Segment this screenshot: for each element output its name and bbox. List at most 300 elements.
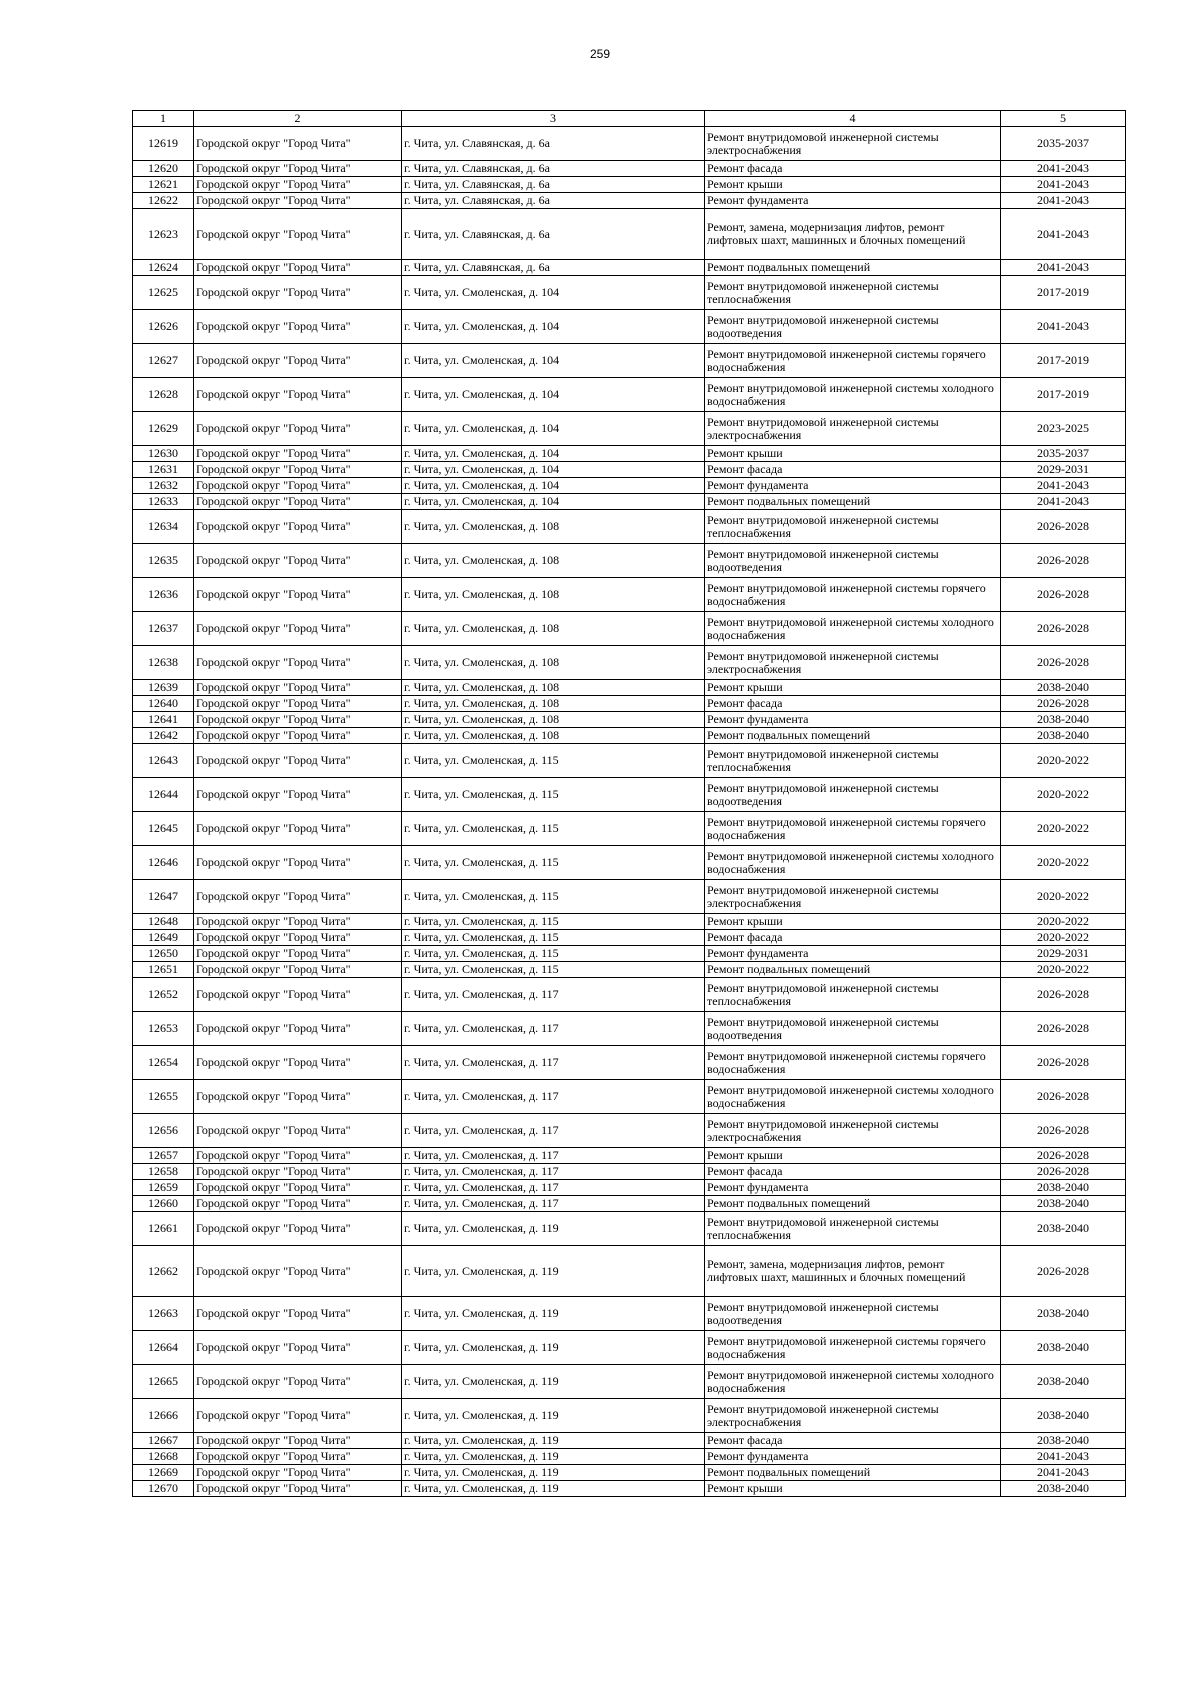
municipality-cell: Городской округ "Город Чита" [194,1246,402,1297]
work-type-cell: Ремонт внутридомовой инженерной системы теплоснабжения [705,1212,1001,1246]
address-cell: г. Чита, ул. Смоленская, д. 115 [402,846,705,880]
municipality-cell: Городской округ "Город Чита" [194,696,402,712]
municipality-cell: Городской округ "Город Чита" [194,478,402,494]
address-cell: г. Чита, ул. Смоленская, д. 117 [402,1080,705,1114]
period-cell: 2041-2043 [1001,478,1126,494]
period-cell: 2020-2022 [1001,846,1126,880]
municipality-cell: Городской округ "Город Чита" [194,880,402,914]
period-cell: 2020-2022 [1001,744,1126,778]
municipality-cell: Городской округ "Город Чита" [194,1114,402,1148]
row-number: 12665 [133,1365,194,1399]
row-number: 12626 [133,310,194,344]
row-number: 12662 [133,1246,194,1297]
table-row [133,544,1126,578]
period-cell: 2041-2043 [1001,177,1126,193]
work-type-cell: Ремонт внутридомовой инженерной системы теплоснабжения [705,978,1001,1012]
row-number: 12659 [133,1180,194,1196]
table-row [133,646,1126,680]
table-row [133,946,1126,962]
table-row [133,744,1126,778]
municipality-cell: Городской округ "Город Чита" [194,1465,402,1481]
municipality-cell: Городской округ "Город Чита" [194,914,402,930]
row-number: 12648 [133,914,194,930]
row-number: 12633 [133,494,194,510]
row-number: 12663 [133,1297,194,1331]
period-cell: 2041-2043 [1001,193,1126,209]
table-row [133,712,1126,728]
period-cell: 2038-2040 [1001,1196,1126,1212]
row-number: 12661 [133,1212,194,1246]
address-cell: г. Чита, ул. Смоленская, д. 117 [402,978,705,1012]
address-cell: г. Чита, ул. Смоленская, д. 119 [402,1365,705,1399]
table-row [133,1331,1126,1365]
period-cell: 2026-2028 [1001,510,1126,544]
table-row [133,177,1126,193]
row-number: 12642 [133,728,194,744]
work-type-cell: Ремонт внутридомовой инженерной системы холодного водоснабжения [705,612,1001,646]
table-row [133,812,1126,846]
table-row [133,1012,1126,1046]
period-cell: 2038-2040 [1001,1297,1126,1331]
table-row [133,696,1126,712]
table-row [133,846,1126,880]
period-cell: 2026-2028 [1001,1246,1126,1297]
address-cell: г. Чита, ул. Смоленская, д. 115 [402,914,705,930]
table-row [133,680,1126,696]
municipality-cell: Городской округ "Город Чита" [194,578,402,612]
address-cell: г. Чита, ул. Смоленская, д. 117 [402,1012,705,1046]
work-type-cell: Ремонт внутридомовой инженерной системы теплоснабжения [705,276,1001,310]
table-row [133,1046,1126,1080]
table-row [133,1297,1126,1331]
municipality-cell: Городской округ "Город Чита" [194,962,402,978]
address-cell: г. Чита, ул. Смоленская, д. 104 [402,494,705,510]
work-type-cell: Ремонт фундамента [705,1449,1001,1465]
period-cell: 2029-2031 [1001,946,1126,962]
table-row [133,1164,1126,1180]
row-number: 12658 [133,1164,194,1180]
address-cell: г. Чита, ул. Смоленская, д. 117 [402,1164,705,1180]
municipality-cell: Городской округ "Город Чита" [194,1164,402,1180]
period-cell: 2026-2028 [1001,646,1126,680]
municipality-cell: Городской округ "Город Чита" [194,1180,402,1196]
address-cell: г. Чита, ул. Смоленская, д. 115 [402,946,705,962]
work-type-cell: Ремонт фундамента [705,193,1001,209]
municipality-cell: Городской округ "Город Чита" [194,1012,402,1046]
address-cell: г. Чита, ул. Смоленская, д. 104 [402,478,705,494]
table-row [133,161,1126,177]
work-type-cell: Ремонт внутридомовой инженерной системы электроснабжения [705,1114,1001,1148]
address-cell: г. Чита, ул. Смоленская, д. 104 [402,462,705,478]
row-number: 12628 [133,378,194,412]
table-row [133,728,1126,744]
work-type-cell: Ремонт фасада [705,930,1001,946]
address-cell: г. Чита, ул. Смоленская, д. 104 [402,310,705,344]
municipality-cell: Городской округ "Город Чита" [194,378,402,412]
table-row [133,778,1126,812]
work-type-cell: Ремонт внутридомовой инженерной системы горячего водоснабжения [705,578,1001,612]
work-type-cell: Ремонт фасада [705,1164,1001,1180]
period-cell: 2041-2043 [1001,1449,1126,1465]
address-cell: г. Чита, ул. Славянская, д. 6а [402,127,705,161]
period-cell: 2020-2022 [1001,778,1126,812]
table-row [133,914,1126,930]
row-number: 12638 [133,646,194,680]
work-type-cell: Ремонт внутридомовой инженерной системы электроснабжения [705,412,1001,446]
period-cell: 2041-2043 [1001,260,1126,276]
table-row [133,962,1126,978]
row-number: 12639 [133,680,194,696]
row-number: 12620 [133,161,194,177]
work-type-cell: Ремонт внутридомовой инженерной системы теплоснабжения [705,510,1001,544]
municipality-cell: Городской округ "Город Чита" [194,1212,402,1246]
municipality-cell: Городской округ "Город Чита" [194,209,402,260]
municipality-cell: Городской округ "Город Чита" [194,1449,402,1465]
row-number: 12631 [133,462,194,478]
table-row [133,1365,1126,1399]
row-number: 12669 [133,1465,194,1481]
period-cell: 2038-2040 [1001,1365,1126,1399]
row-number: 12646 [133,846,194,880]
work-type-cell: Ремонт внутридомовой инженерной системы электроснабжения [705,127,1001,161]
period-cell: 2026-2028 [1001,544,1126,578]
work-type-cell: Ремонт внутридомовой инженерной системы водоотведения [705,544,1001,578]
work-type-cell: Ремонт подвальных помещений [705,728,1001,744]
address-cell: г. Чита, ул. Смоленская, д. 117 [402,1046,705,1080]
table-row [133,478,1126,494]
work-type-cell: Ремонт крыши [705,914,1001,930]
row-number: 12636 [133,578,194,612]
period-cell: 2035-2037 [1001,446,1126,462]
municipality-cell: Городской округ "Город Чита" [194,1365,402,1399]
address-cell: г. Чита, ул. Смоленская, д. 108 [402,510,705,544]
address-cell: г. Чита, ул. Славянская, д. 6а [402,161,705,177]
work-type-cell: Ремонт внутридомовой инженерной системы холодного водоснабжения [705,1080,1001,1114]
row-number: 12634 [133,510,194,544]
table-row [133,1399,1126,1433]
municipality-cell: Городской округ "Город Чита" [194,344,402,378]
address-cell: г. Чита, ул. Смоленская, д. 119 [402,1297,705,1331]
work-type-cell: Ремонт фундамента [705,712,1001,728]
address-cell: г. Чита, ул. Смоленская, д. 119 [402,1331,705,1365]
row-number: 12651 [133,962,194,978]
address-cell: г. Чита, ул. Смоленская, д. 119 [402,1481,705,1497]
row-number: 12656 [133,1114,194,1148]
municipality-cell: Городской округ "Город Чита" [194,1196,402,1212]
address-cell: г. Чита, ул. Смоленская, д. 108 [402,696,705,712]
address-cell: г. Чита, ул. Славянская, д. 6а [402,260,705,276]
municipality-cell: Городской округ "Город Чита" [194,161,402,177]
municipality-cell: Городской округ "Город Чита" [194,310,402,344]
municipality-cell: Городской округ "Город Чита" [194,812,402,846]
municipality-cell: Городской округ "Город Чита" [194,1148,402,1164]
address-cell: г. Чита, ул. Смоленская, д. 117 [402,1114,705,1148]
work-type-cell: Ремонт фундамента [705,478,1001,494]
work-type-cell: Ремонт внутридомовой инженерной системы электроснабжения [705,1399,1001,1433]
period-cell: 2041-2043 [1001,209,1126,260]
row-number: 12621 [133,177,194,193]
row-number: 12664 [133,1331,194,1365]
work-type-cell: Ремонт фасада [705,161,1001,177]
address-cell: г. Чита, ул. Смоленская, д. 115 [402,744,705,778]
municipality-cell: Городской округ "Город Чита" [194,544,402,578]
period-cell: 2023-2025 [1001,412,1126,446]
work-type-cell: Ремонт фасада [705,462,1001,478]
address-cell: г. Чита, ул. Славянская, д. 6а [402,193,705,209]
address-cell: г. Чита, ул. Смоленская, д. 104 [402,344,705,378]
address-cell: г. Чита, ул. Смоленская, д. 115 [402,962,705,978]
table-row [133,310,1126,344]
row-number: 12635 [133,544,194,578]
page-number: 259 [589,47,611,61]
municipality-cell: Городской округ "Город Чита" [194,646,402,680]
table-body [133,127,1126,1497]
row-number: 12637 [133,612,194,646]
period-cell: 2026-2028 [1001,612,1126,646]
address-cell: г. Чита, ул. Смоленская, д. 119 [402,1399,705,1433]
row-number: 12641 [133,712,194,728]
municipality-cell: Городской округ "Город Чита" [194,778,402,812]
table-row [133,1449,1126,1465]
work-type-cell: Ремонт крыши [705,680,1001,696]
row-number: 12629 [133,412,194,446]
municipality-cell: Городской округ "Город Чита" [194,510,402,544]
municipality-cell: Городской округ "Город Чита" [194,177,402,193]
row-number: 12632 [133,478,194,494]
table-row [133,880,1126,914]
row-number: 12667 [133,1433,194,1449]
municipality-cell: Городской округ "Город Чита" [194,193,402,209]
work-type-cell: Ремонт внутридомовой инженерной системы горячего водоснабжения [705,344,1001,378]
row-number: 12625 [133,276,194,310]
period-cell: 2038-2040 [1001,1433,1126,1449]
period-cell: 2029-2031 [1001,462,1126,478]
municipality-cell: Городской округ "Город Чита" [194,712,402,728]
period-cell: 2038-2040 [1001,1331,1126,1365]
table-row [133,378,1126,412]
table-row [133,276,1126,310]
address-cell: г. Чита, ул. Смоленская, д. 108 [402,578,705,612]
address-cell: г. Чита, ул. Смоленская, д. 117 [402,1148,705,1164]
municipality-cell: Городской округ "Город Чита" [194,1433,402,1449]
work-type-cell: Ремонт крыши [705,177,1001,193]
table-row [133,978,1126,1012]
period-cell: 2035-2037 [1001,127,1126,161]
row-number: 12630 [133,446,194,462]
municipality-cell: Городской округ "Город Чита" [194,680,402,696]
row-number: 12657 [133,1148,194,1164]
row-number: 12666 [133,1399,194,1433]
work-type-cell: Ремонт внутридомовой инженерной системы холодного водоснабжения [705,378,1001,412]
work-type-cell: Ремонт внутридомовой инженерной системы холодного водоснабжения [705,846,1001,880]
period-cell: 2017-2019 [1001,378,1126,412]
municipality-cell: Городской округ "Город Чита" [194,846,402,880]
table-header [133,111,1126,127]
address-cell: г. Чита, ул. Смоленская, д. 108 [402,646,705,680]
period-cell: 2026-2028 [1001,1080,1126,1114]
work-type-cell: Ремонт, замена, модернизация лифтов, ремонт лифтовых шахт, машинных и блочных помещений [705,1246,1001,1297]
table-row [133,1148,1126,1164]
address-cell: г. Чита, ул. Смоленская, д. 104 [402,276,705,310]
municipality-cell: Городской округ "Город Чита" [194,276,402,310]
municipality-cell: Городской округ "Город Чита" [194,978,402,1012]
row-number: 12645 [133,812,194,846]
period-cell: 2026-2028 [1001,1164,1126,1180]
work-type-cell: Ремонт внутридомовой инженерной системы горячего водоснабжения [705,812,1001,846]
table-row [133,930,1126,946]
address-cell: г. Чита, ул. Смоленская, д. 115 [402,778,705,812]
period-cell: 2017-2019 [1001,344,1126,378]
municipality-cell: Городской округ "Город Чита" [194,946,402,962]
municipality-cell: Городской округ "Город Чита" [194,494,402,510]
work-type-cell: Ремонт фундамента [705,1180,1001,1196]
address-cell: г. Чита, ул. Славянская, д. 6а [402,209,705,260]
column-header-2: 2 [194,111,402,127]
row-number: 12647 [133,880,194,914]
address-cell: г. Чита, ул. Смоленская, д. 115 [402,812,705,846]
address-cell: г. Чита, ул. Смоленская, д. 115 [402,880,705,914]
period-cell: 2026-2028 [1001,1148,1126,1164]
table-row [133,209,1126,260]
period-cell: 2041-2043 [1001,310,1126,344]
work-type-cell: Ремонт подвальных помещений [705,260,1001,276]
row-number: 12670 [133,1481,194,1497]
work-type-cell: Ремонт фасада [705,1433,1001,1449]
work-type-cell: Ремонт внутридомовой инженерной системы водоотведения [705,1297,1001,1331]
period-cell: 2041-2043 [1001,1465,1126,1481]
address-cell: г. Чита, ул. Смоленская, д. 117 [402,1180,705,1196]
row-number: 12623 [133,209,194,260]
municipality-cell: Городской округ "Город Чита" [194,462,402,478]
address-cell: г. Чита, ул. Смоленская, д. 108 [402,544,705,578]
address-cell: г. Чита, ул. Смоленская, д. 104 [402,412,705,446]
address-cell: г. Чита, ул. Смоленская, д. 115 [402,930,705,946]
municipality-cell: Городской округ "Город Чита" [194,446,402,462]
table-row [133,193,1126,209]
work-type-cell: Ремонт фасада [705,696,1001,712]
municipality-cell: Городской округ "Город Чита" [194,1297,402,1331]
table-row [133,1114,1126,1148]
period-cell: 2038-2040 [1001,712,1126,728]
work-type-cell: Ремонт внутридомовой инженерной системы электроснабжения [705,880,1001,914]
address-cell: г. Чита, ул. Смоленская, д. 119 [402,1246,705,1297]
address-cell: г. Чита, ул. Смоленская, д. 108 [402,728,705,744]
period-cell: 2038-2040 [1001,1481,1126,1497]
period-cell: 2026-2028 [1001,1114,1126,1148]
address-cell: г. Чита, ул. Смоленская, д. 104 [402,446,705,462]
municipality-cell: Городской округ "Город Чита" [194,412,402,446]
period-cell: 2026-2028 [1001,1012,1126,1046]
row-number: 12644 [133,778,194,812]
period-cell: 2038-2040 [1001,1399,1126,1433]
municipality-cell: Городской округ "Город Чита" [194,260,402,276]
municipality-cell: Городской округ "Город Чита" [194,744,402,778]
row-number: 12624 [133,260,194,276]
repair-schedule-table [132,110,1126,1497]
period-cell: 2020-2022 [1001,880,1126,914]
column-header-5: 5 [1001,111,1126,127]
address-cell: г. Чита, ул. Смоленская, д. 108 [402,712,705,728]
address-cell: г. Чита, ул. Смоленская, д. 119 [402,1212,705,1246]
row-number: 12660 [133,1196,194,1212]
row-number: 12640 [133,696,194,712]
period-cell: 2026-2028 [1001,578,1126,612]
row-number: 12668 [133,1449,194,1465]
address-cell: г. Чита, ул. Смоленская, д. 108 [402,680,705,696]
table-row [133,1080,1126,1114]
work-type-cell: Ремонт фундамента [705,946,1001,962]
work-type-cell: Ремонт внутридомовой инженерной системы горячего водоснабжения [705,1046,1001,1080]
work-type-cell: Ремонт, замена, модернизация лифтов, ремонт лифтовых шахт, машинных и блочных помещений [705,209,1001,260]
municipality-cell: Городской округ "Город Чита" [194,127,402,161]
table-row [133,260,1126,276]
table-row [133,510,1126,544]
address-cell: г. Чита, ул. Смоленская, д. 108 [402,612,705,646]
table-row [133,1180,1126,1196]
work-type-cell: Ремонт внутридомовой инженерной системы теплоснабжения [705,744,1001,778]
work-type-cell: Ремонт подвальных помещений [705,1465,1001,1481]
period-cell: 2026-2028 [1001,978,1126,1012]
table-row [133,578,1126,612]
table-row [133,127,1126,161]
row-number: 12650 [133,946,194,962]
table-row [133,344,1126,378]
period-cell: 2041-2043 [1001,161,1126,177]
row-number: 12643 [133,744,194,778]
table-row [133,446,1126,462]
period-cell: 2038-2040 [1001,728,1126,744]
row-number: 12654 [133,1046,194,1080]
period-cell: 2038-2040 [1001,1180,1126,1196]
address-cell: г. Чита, ул. Смоленская, д. 119 [402,1465,705,1481]
row-number: 12649 [133,930,194,946]
period-cell: 2026-2028 [1001,1046,1126,1080]
work-type-cell: Ремонт подвальных помещений [705,494,1001,510]
period-cell: 2020-2022 [1001,930,1126,946]
address-cell: г. Чита, ул. Смоленская, д. 104 [402,378,705,412]
table-row [133,1481,1126,1497]
table-row [133,612,1126,646]
period-cell: 2020-2022 [1001,914,1126,930]
row-number: 12655 [133,1080,194,1114]
period-cell: 2020-2022 [1001,812,1126,846]
table-row [133,1212,1126,1246]
period-cell: 2041-2043 [1001,494,1126,510]
table-row [133,1465,1126,1481]
work-type-cell: Ремонт подвальных помещений [705,962,1001,978]
municipality-cell: Городской округ "Город Чита" [194,612,402,646]
header-row [133,111,1126,127]
table-row [133,1246,1126,1297]
municipality-cell: Городской округ "Город Чита" [194,930,402,946]
row-number: 12653 [133,1012,194,1046]
municipality-cell: Городской округ "Город Чита" [194,1046,402,1080]
table-row [133,462,1126,478]
work-type-cell: Ремонт внутридомовой инженерной системы водоотведения [705,310,1001,344]
municipality-cell: Городской округ "Город Чита" [194,1399,402,1433]
address-cell: г. Чита, ул. Смоленская, д. 119 [402,1449,705,1465]
table-row [133,1196,1126,1212]
address-cell: г. Чита, ул. Славянская, д. 6а [402,177,705,193]
municipality-cell: Городской округ "Город Чита" [194,1481,402,1497]
table-row [133,1433,1126,1449]
table-row [133,494,1126,510]
column-header-1: 1 [133,111,194,127]
column-header-3: 3 [402,111,705,127]
table-row [133,412,1126,446]
row-number: 12627 [133,344,194,378]
work-type-cell: Ремонт внутридомовой инженерной системы горячего водоснабжения [705,1331,1001,1365]
